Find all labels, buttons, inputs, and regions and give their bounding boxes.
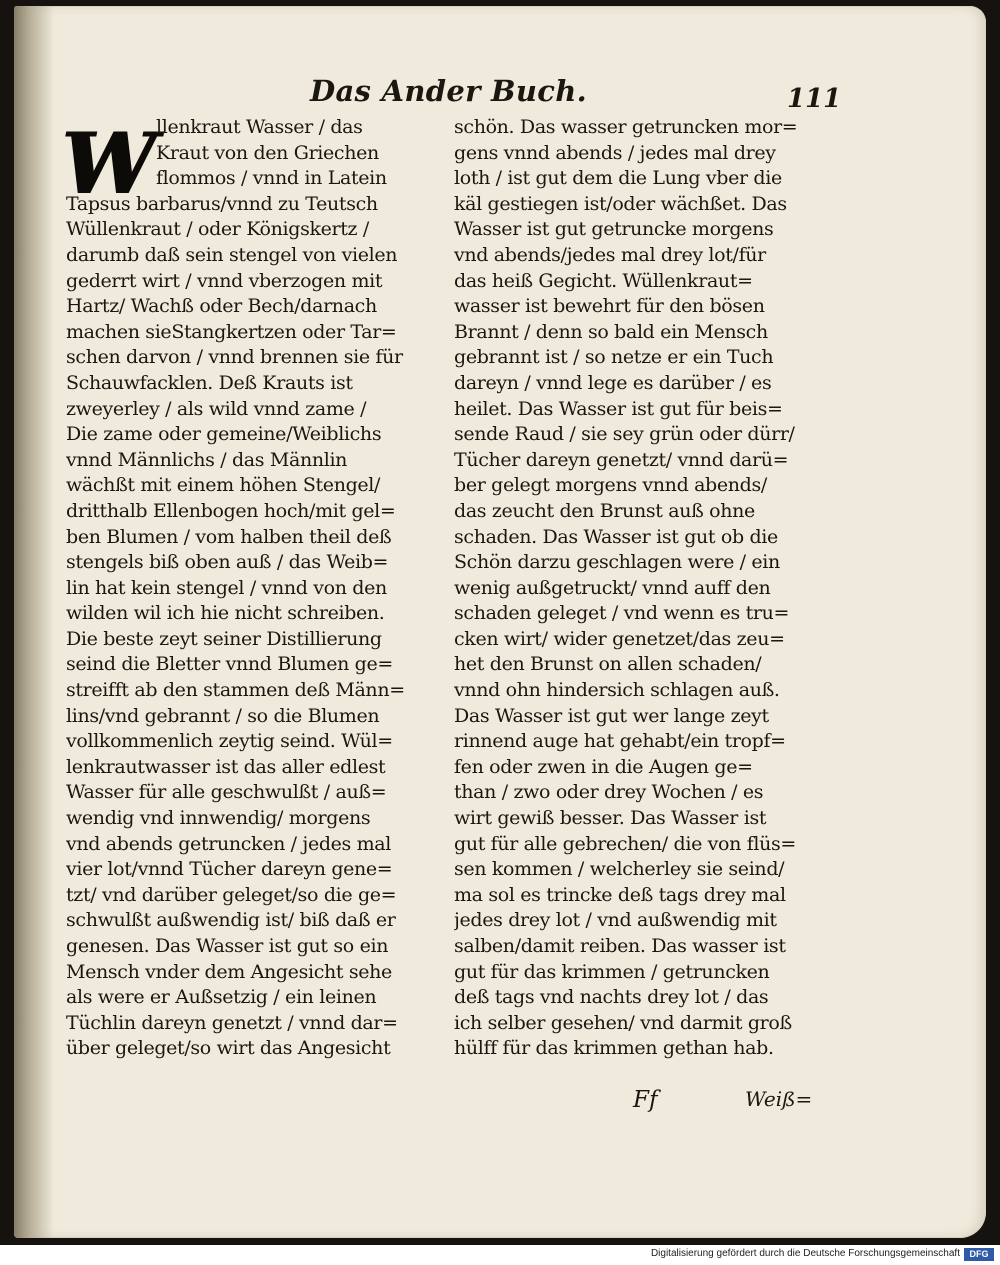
text-line: Tüchlin dareyn genetzt / vnnd dar= <box>66 1011 398 1034</box>
right-text-column <box>454 115 818 1062</box>
text-line: vier lot/vnnd Tücher dareyn gene= <box>66 858 393 881</box>
text-line: streifft ab den stammen deß Männ= <box>66 679 405 702</box>
text-line: gut für alle gebrechen/ die von flüs= <box>454 832 796 855</box>
text-line: seind die Bletter vnnd Blumen ge= <box>66 653 393 676</box>
text-line: käl gestiegen ist/oder wächßet. Das <box>454 192 787 215</box>
text-line: fen oder zwen in die Augen ge= <box>454 755 753 778</box>
text-line: das heiß Gegicht. Wüllenkraut= <box>454 269 753 292</box>
text-line: vnnd ohn hindersich schlagen auß. <box>454 679 780 702</box>
text-line: lenkrautwasser ist das aller edlest <box>66 755 386 778</box>
text-line: Tapsus barbarus/vnnd zu Teutsch <box>66 192 378 215</box>
text-line: dareyn / vnnd lege es darüber / es <box>454 371 772 394</box>
page-gutter-shadow <box>14 6 54 1238</box>
text-line: Schauwfacklen. Deß Krauts ist <box>66 371 353 394</box>
text-line: ber gelegt morgens vnnd abends/ <box>454 474 767 497</box>
text-line: darumb daß sein stengel von vielen <box>66 243 398 266</box>
text-line: gebrannt ist / so netze er ein Tuch <box>454 346 774 369</box>
text-line: stengels biß oben auß / das Weib= <box>66 551 389 574</box>
text-line: Wasser für alle geschwulßt / auß= <box>66 781 387 804</box>
text-line: flommos / vnnd in Latein <box>156 167 387 190</box>
text-line: wasser ist bewehrt für den bösen <box>454 295 765 318</box>
text-line: Kraut von den Griechen <box>156 141 379 164</box>
footer-credit: Digitalisierung gefördert durch die Deutsche Forschungsgemeinschaft <box>650 1248 960 1259</box>
text-line: das zeucht den Brunst auß ohne <box>454 499 755 522</box>
text-line: gederrt wirt / vnnd vberzogen mit <box>66 269 383 292</box>
text-line: wirt gewiß besser. Das Wasser ist <box>454 807 767 830</box>
left-text-column <box>66 115 431 1062</box>
text-line: ben Blumen / vom halben theil deß <box>66 525 392 548</box>
text-line: wendig vnd innwendig/ morgens <box>66 807 371 830</box>
text-line: dritthalb Ellenbogen hoch/mit gel= <box>66 499 396 522</box>
text-line: than / zwo oder drey Wochen / es <box>454 781 764 804</box>
text-line: schwulßt außwendig ist/ biß daß er <box>66 909 396 932</box>
text-line: loth / ist gut dem die Lung vber die <box>454 167 782 190</box>
text-line: schaden geleget / vnd wenn es tru= <box>454 602 790 625</box>
text-line: Wasser ist gut getruncke morgens <box>454 218 774 241</box>
text-line: Das Wasser ist gut wer lange zeyt <box>454 704 769 727</box>
text-line: jedes drey lot / vnd außwendig mit <box>454 909 777 932</box>
text-line: lin hat kein stengel / vnnd von den <box>66 576 387 599</box>
text-line: tzt/ vnd darüber geleget/so die ge= <box>66 883 397 906</box>
text-line: wenig außgetruckt/ vnnd auff den <box>454 576 771 599</box>
text-line: vnd abends getruncken / jedes mal <box>66 832 392 855</box>
text-line: vnd abends/jedes mal drey lot/für <box>454 243 766 266</box>
text-line: wilden wil ich hie nicht schreiben. <box>66 602 385 625</box>
text-line: über geleget/so wirt das Angesicht <box>66 1037 391 1060</box>
text-line: lins/vnd gebrannt / so die Blumen <box>66 704 380 727</box>
text-line: schen darvon / vnnd brennen sie für <box>66 346 403 369</box>
text-line: ich selber gesehen/ vnd darmit groß <box>454 1011 792 1034</box>
text-line: deß tags vnd nachts drey lot / das <box>454 986 769 1009</box>
catchword: Weiß= <box>745 1087 813 1111</box>
text-line: Brannt / denn so bald ein Mensch <box>454 320 768 343</box>
text-line: vollkommenlich zeytig seind. Wül= <box>66 730 393 753</box>
dfg-logo: DFG <box>964 1248 994 1261</box>
text-line: Wüllenkraut / oder Königskertz / <box>66 218 369 241</box>
drop-initial: W <box>62 114 157 213</box>
text-line: salben/damit reiben. Das wasser ist <box>454 935 786 957</box>
text-line: ma sol es trincke deß tags drey mal <box>454 883 786 906</box>
text-line: schaden. Das Wasser ist gut ob die <box>454 525 778 548</box>
folio-number: 111 <box>787 84 842 114</box>
text-line: genesen. Das Wasser ist gut so ein <box>66 935 389 957</box>
text-line: vnnd Männlichs / das Männlin <box>66 448 348 471</box>
text-line: Schön darzu geschlagen were / ein <box>454 551 780 574</box>
text-line: als were er Außsetzig / ein leinen <box>66 986 377 1009</box>
text-line: Die zame oder gemeine/Weiblichs <box>66 423 382 446</box>
text-line: hülff für das krimmen gethan hab. <box>454 1037 774 1060</box>
text-line: machen sieStangkertzen oder Tar= <box>66 320 397 343</box>
text-line: sende Raud / sie sey grün oder dürr/ <box>454 423 795 446</box>
text-line: heilet. Das Wasser ist gut für beis= <box>454 397 783 420</box>
signature-mark: Ff <box>633 1087 658 1113</box>
text-line: Die beste zeyt seiner Distillierung <box>66 627 382 650</box>
text-line: llenkraut Wasser / das <box>156 116 363 138</box>
text-line: schön. Das wasser getruncken mor= <box>454 116 798 138</box>
text-line: wächßt mit einem höhen Stengel/ <box>66 474 381 497</box>
text-line: Mensch vnder dem Angesicht sehe <box>66 960 392 983</box>
running-title: Das Ander Buch. <box>310 74 587 108</box>
text-line: Tücher dareyn genetzt/ vnnd darü= <box>454 448 789 471</box>
text-line: sen kommen / welcherley sie seind/ <box>454 858 785 881</box>
text-line: zweyerley / als wild vnnd zame / <box>66 397 367 420</box>
text-line: cken wirt/ wider genetzet/das zeu= <box>454 627 785 650</box>
text-line: gut für das krimmen / getruncken <box>454 960 770 983</box>
text-line: gens vnnd abends / jedes mal drey <box>454 141 776 164</box>
text-line: Hartz/ Wachß oder Bech/darnach <box>66 295 377 318</box>
footer-bar <box>0 1245 1000 1265</box>
text-line: het den Brunst on allen schaden/ <box>454 653 762 676</box>
text-line: rinnend auge hat gehabt/ein tropf= <box>454 730 786 753</box>
